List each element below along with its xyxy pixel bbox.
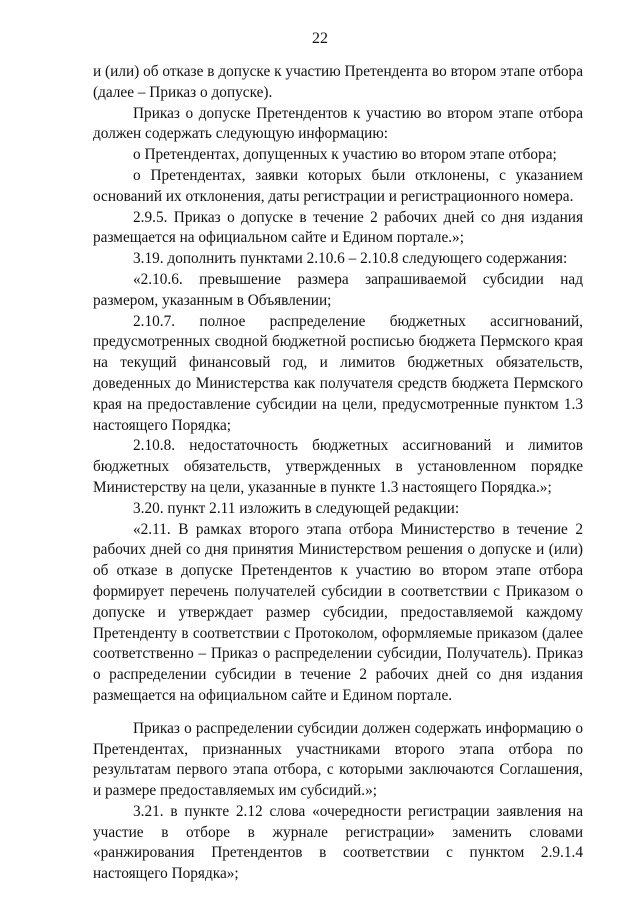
paragraph: 2.9.5. Приказ о допуске в течение 2 рабочих дней со дня издания размещается на официальном сайте и Едином портале.»; [93,208,583,247]
paragraph: 2.10.7. полное распределение бюджетных ассигнований, предусмотренных сводной бюджетной росписью бюджета Пермского края на текущий финансовый год, и лимитов бюджетных обязательств, доведенных до Министерства как получателя средств бюджета Пермского края на предоставление субсидии на цели, предусмотренные пунктом 1.3 настоящего Порядка; [93,312,583,434]
paragraph: о Претендентах, заявки которых были отклонены, с указанием оснований их отклонения, даты регистрации и регистрационного номера. [93,166,583,205]
document-body [93,62,583,885]
paragraph-gap [93,707,583,719]
paragraph: «2.11. В рамках второго этапа отбора Министерство в течение 2 рабочих дней со дня принятия Министерством решения о допуске и (или) об отказе в допуске Претендентов к участию во втором этапе отбора формирует перечень получателей субсидии в соответствии с Приказом о допуске и утверждает размер субсидии, предоставляемой каждому Претенденту в соответствии с Протоколом, оформляемые приказом (далее соответственно – Приказ о распределении субсидии, Получатель). Приказ о распределении субсидии в течение 2 рабочих дней со дня издания размещается на официальном сайте и Едином портале. [93,520,583,704]
paragraph: «2.10.6. превышение размера запрашиваемой субсидии над размером, указанным в Объявлении; [93,270,583,309]
page-number: 22 [312,30,328,47]
paragraph: 3.20. пункт 2.11 изложить в следующей редакции: [133,499,460,517]
paragraph: 3.19. дополнить пунктами 2.10.6 – 2.10.8 следующего содержания: [133,250,568,268]
paragraph: 2.10.8. недостаточность бюджетных ассигнований и лимитов бюджетных обязательств, утвержденных в установленном порядке Министерству на цели, указанные в пункте 1.3 настоящего Порядка.»; [93,437,583,496]
paragraph: Приказ о распределении субсидии должен содержать информацию о Претендентах, признанных участниками второго этапа отбора по результатам первого этапа отбора, с которыми заключаются Соглашения, и размере предоставляемых им субсидий.»; [93,719,583,800]
paragraph: и (или) об отказе в допуске к участию Претендента во втором этапе отбора (далее – Приказ о допуске). [93,63,583,101]
paragraph: о Претендентах, допущенных к участию во втором этапе отбора; [133,146,557,164]
paragraph: Приказ о допуске Претендентов к участию во втором этапе отбора должен содержать следующую информацию: [93,104,583,143]
paragraph: 3.21. в пункте 2.12 слова «очередности регистрации заявления на участие в отборе в журнале регистрации» заменить словами «ранжирования Претендентов в соответствии с пунктом 2.9.1.4 настоящего Порядка»; [93,802,583,883]
